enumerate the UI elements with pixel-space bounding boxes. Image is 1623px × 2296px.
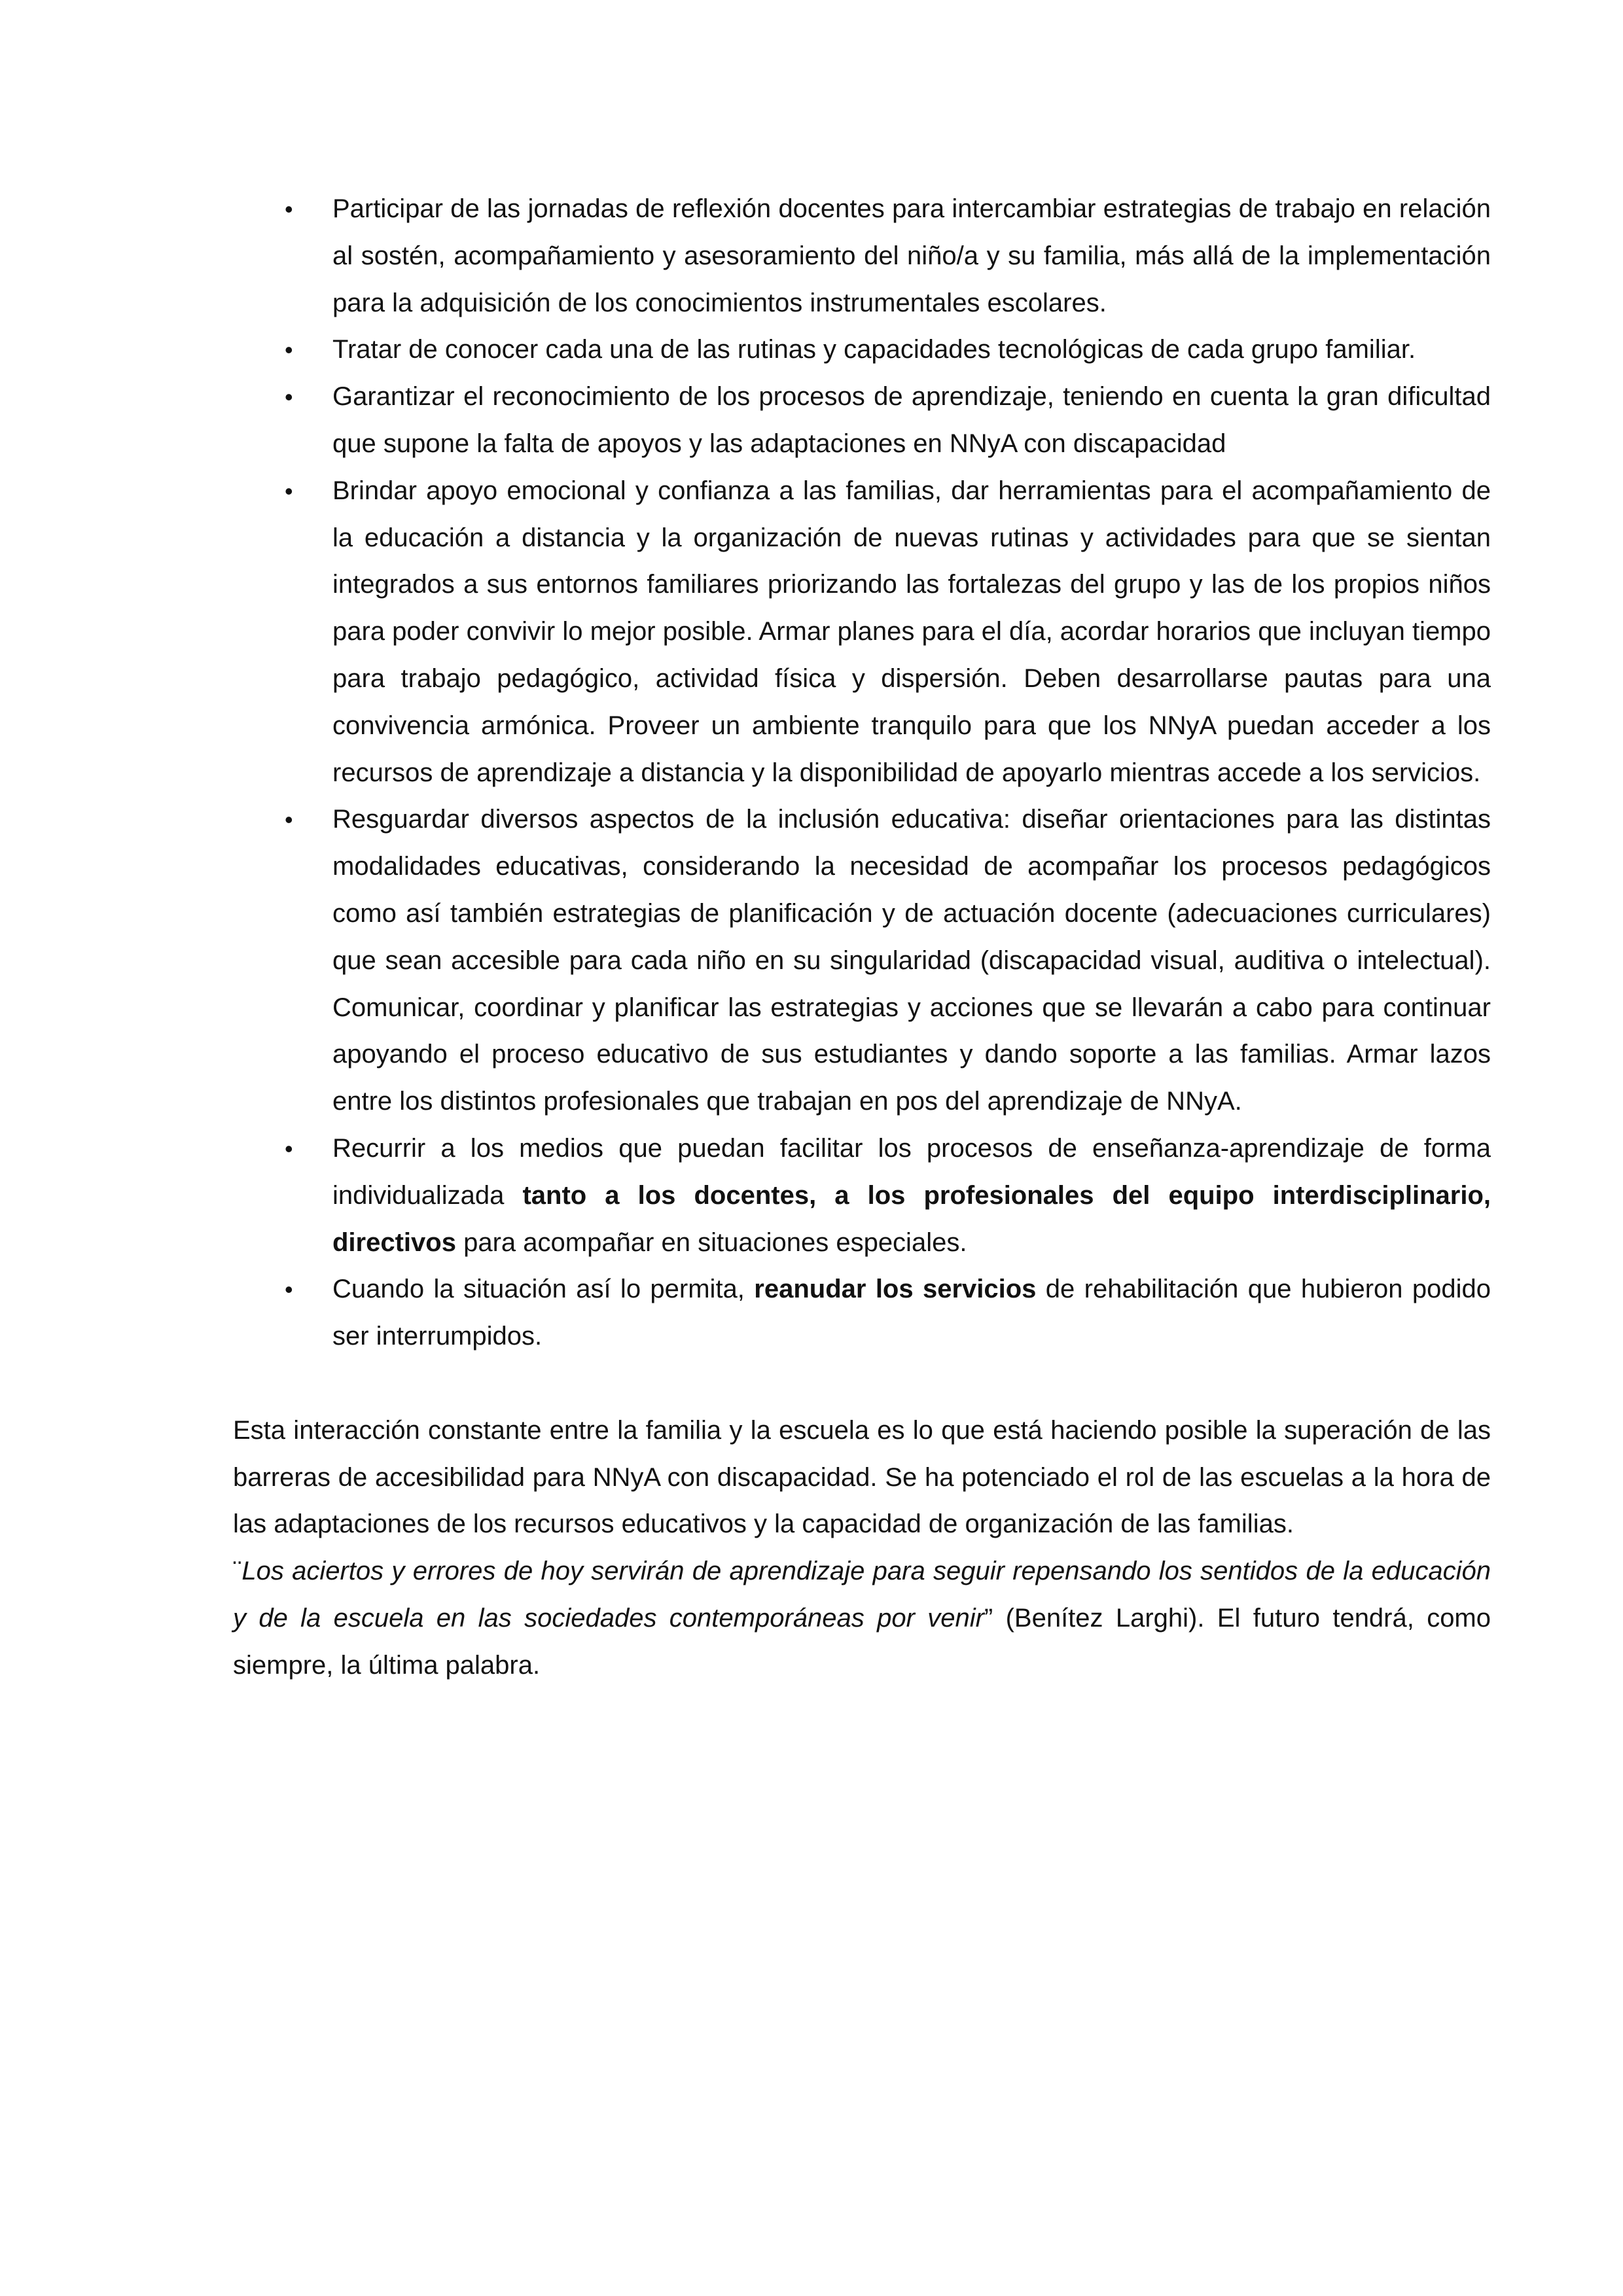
bullet-item xyxy=(233,186,1491,327)
bullet-icon: • xyxy=(285,1135,293,1162)
bullet-text: Garantizar el reconocimiento de los procesos de aprendizaje, teniendo en cuenta la gran dificultad que supone la falta de apoyos y las adaptaciones en NNyA con discapacidad xyxy=(332,382,1491,458)
bullet-item xyxy=(233,468,1491,797)
bullet-text: de rehabilitación que hubieron podido ser interrumpidos. xyxy=(332,1275,1491,1351)
bullet-text: Cuando la situación así lo permita, xyxy=(332,1275,755,1304)
quote-text: Los aciertos y errores de hoy servirán de aprendizaje para seguir repensando los sentidos de la educación y de la escuela en las sociedades contemporáneas por venir xyxy=(233,1557,1491,1633)
bullet-item xyxy=(233,374,1491,468)
bullet-text: para acompañar en situaciones especiales. xyxy=(455,1227,967,1257)
bullet-icon: • xyxy=(285,477,293,504)
bullet-bold-text: tanto a los docentes, a los profesionales del equipo interdisciplinario, directivos xyxy=(332,1180,1491,1257)
paragraph-spacer xyxy=(233,1360,1491,1407)
bullet-icon: • xyxy=(285,383,293,411)
bullet-text: Tratar de conocer cada una de las rutinas y capacidades tecnológicas de cada grupo familiar. xyxy=(332,335,1416,364)
closing-paragraph: Esta interacción constante entre la familia y la escuela es lo que está haciendo posible la superación de las barreras de accesibilidad para NNyA con discapacidad. Se ha potenciado el rol de las escuelas a la hora de las adaptaciones de los recursos educativos y la capacidad de organización de las familias. xyxy=(233,1415,1491,1539)
quote-open-mark: ¨ xyxy=(233,1557,242,1586)
bullet-icon: • xyxy=(285,806,293,834)
bullet-item xyxy=(233,1266,1491,1360)
quote-paragraph xyxy=(233,1548,1491,1689)
quote-close-mark: ” xyxy=(984,1603,993,1633)
bullet-text: Recurrir a los medios que puedan facilitar los procesos de enseñanza-aprendizaje de forma individualizada xyxy=(332,1133,1491,1210)
bullet-icon: • xyxy=(285,336,293,364)
bullet-icon: • xyxy=(285,196,293,222)
bullet-item xyxy=(233,327,1491,374)
bullet-icon: • xyxy=(285,1276,293,1303)
quote-attribution: (Benítez Larghi). El futuro tendrá, como siempre, la última palabra. xyxy=(233,1603,1491,1680)
bullet-text: Participar de las jornadas de reflexión docentes para intercambiar estrategias de trabajo en relación al sostén, acompañamiento y asesoramiento del niño/a y su familia, más allá de la implementación para la adquisición de los conocimientos instrumentales escolares. xyxy=(332,194,1491,317)
bullet-item xyxy=(233,796,1491,1125)
bullet-item xyxy=(233,1125,1491,1266)
bullet-text: Resguardar diversos aspectos de la inclusión educativa: diseñar orientaciones para las distintas modalidades educativas, considerando la necesidad de acompañar los procesos pedagógicos como así también estrategias de planificación y de actuación docente (adecuaciones curriculares) que sean accesible para cada niño en su singularidad (discapacidad visual, auditiva o intelectual). Comunicar, coordinar y planificar las estrategias y acciones que se llevarán a cabo para continuar apoyando el proceso educativo de sus estudiantes y dando soporte a las familias. Armar lazos entre los distintos profesionales que trabajan en pos del aprendizaje de NNyA. xyxy=(332,805,1491,1116)
bullet-bold-text: reanudar los servicios xyxy=(754,1275,1037,1304)
bullet-list xyxy=(233,186,1491,1360)
bullet-text: Brindar apoyo emocional y confianza a las familias, dar herramientas para el acompañamiento de la educación a distancia y la organización de nuevas rutinas y actividades para que se sientan integrados a sus entornos familiares priorizando las fortalezas del grupo y las de los propios niños para poder convivir lo mejor posible. Armar planes para el día, acordar horarios que incluyan tiempo para trabajo pedagógico, actividad física y dispersión. Deben desarrollarse pautas para una convivencia armónica. Proveer un ambiente tranquilo para que los NNyA puedan acceder a los recursos de aprendizaje a distancia y la disponibilidad de apoyarlo mientras accede a los servicios. xyxy=(332,476,1491,787)
page-content xyxy=(233,186,1491,1689)
